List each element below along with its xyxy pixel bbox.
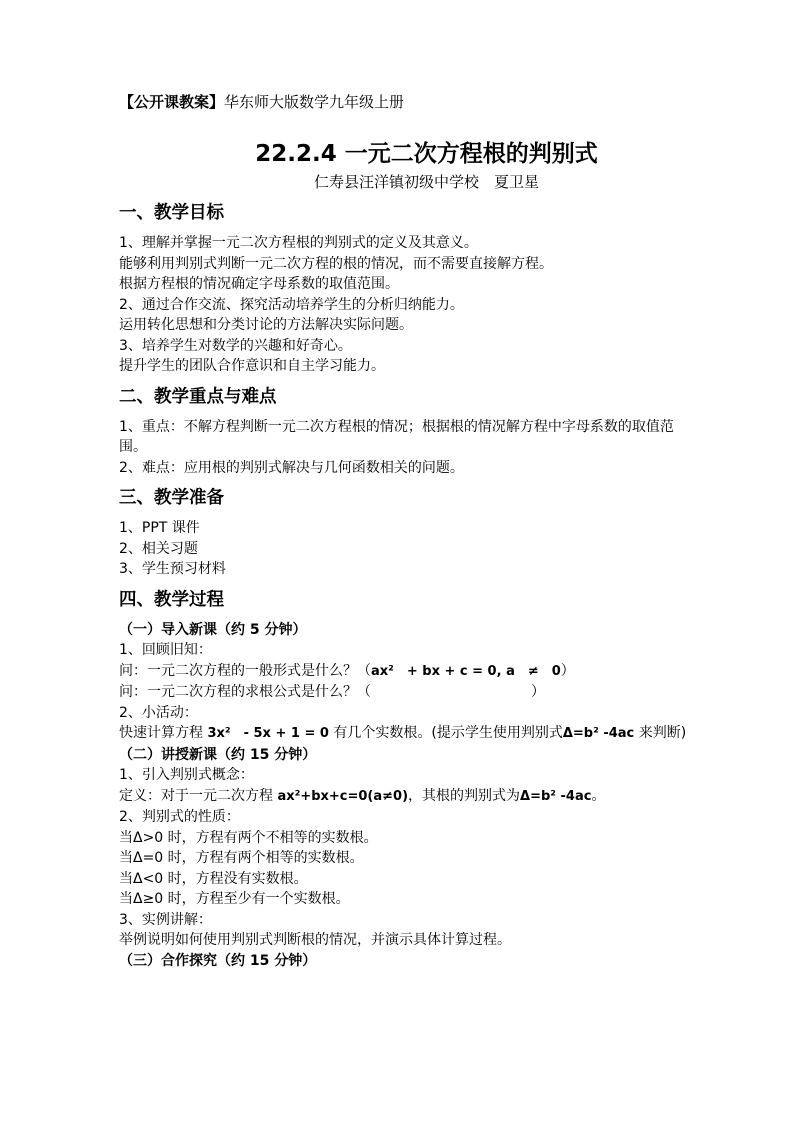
section-heading: 四、教学过程 <box>119 589 224 610</box>
text-line: 2、小活动： <box>119 704 198 721</box>
section-objectives <box>119 201 694 377</box>
text-line: 2、判别式的性质： <box>119 809 240 825</box>
question-text: 问：一元二次方程的求根公式是什么？（ <box>119 684 371 700</box>
question-line <box>119 661 694 683</box>
subsection-heading: （三）合作探究（约 15 分钟） <box>119 952 317 969</box>
property-line: 当Δ<0 时，方程没有实数根。 <box>119 870 308 887</box>
activity-line <box>119 723 694 745</box>
text-line: 举例说明如何使用判别式判断根的情况，并演示具体计算过程。 <box>119 932 511 948</box>
property-line: 当Δ>0 时，方程有两个不相等的实数根。 <box>119 829 378 846</box>
list-item: 2、相关习题 <box>119 540 198 557</box>
text-line: 能够利用判别式判断一元二次方程的根的情况，而不需要直接解方程。 <box>119 255 553 272</box>
list-item: 1、PPT 课件 <box>119 520 200 536</box>
text-line: 2、通过合作交流、探究活动培养学生的分析归纳能力。 <box>119 296 464 313</box>
page-title: 22.2.4 一元二次方程根的判别式 <box>255 141 598 167</box>
header-tag: 【公开课教案】 <box>119 93 225 111</box>
author-line: 仁寿县汪洋镇初级中学校 夏卫星 <box>313 173 539 191</box>
subsection-heading: （一）导入新课（约 5 分钟） <box>119 621 307 638</box>
formula: 3x² - 5x + 1 = 0 <box>207 726 329 741</box>
activity-text: 有几个实数根。(提示学生使用判别式 <box>328 725 563 741</box>
definition-line <box>119 786 694 808</box>
text-line: 2、难点：应用根的判别式解决与几何函数相关的问题。 <box>119 459 464 476</box>
property-line: 当Δ=0 时，方程有两个相等的实数根。 <box>119 850 364 866</box>
property-line: 当Δ≥0 时，方程至少有一个实数根。 <box>119 891 350 907</box>
definition-text: ，其根的判别式为 <box>408 787 521 804</box>
text-line: 1、重点：不解方程判断一元二次方程根的情况；根据根的情况解方程中字母系数的取值范围。 <box>119 418 674 455</box>
section-heading: 二、教学重点与难点 <box>119 386 277 407</box>
header-text: 华东师大版数学九年级上册 <box>224 93 405 111</box>
list-item: 3、学生预习材料 <box>119 561 226 577</box>
definition-text: 。 <box>591 787 606 804</box>
text-line: 1、理解并掌握一元二次方程根的判别式的定义及其意义。 <box>119 235 478 251</box>
subsection-heading: （二）讲授新课（约 15 分钟） <box>119 746 317 763</box>
document-header <box>119 91 694 113</box>
section-process <box>119 588 694 972</box>
text-line: 运用转化思想和分类讨论的方法解决实际问题。 <box>119 317 413 333</box>
section-heading: 三、教学准备 <box>119 488 224 508</box>
section-preparation <box>119 486 694 580</box>
definition-text: 定义：对于一元二次方程 <box>119 787 278 804</box>
formula: Δ=b² -4ac <box>520 788 592 804</box>
text-line: 3、实例讲解： <box>119 911 212 928</box>
activity-text: 快速计算方程 <box>119 725 208 741</box>
section-key-points <box>119 385 694 479</box>
text-line: 1、引入判别式概念： <box>119 767 254 783</box>
section-heading: 一、教学目标 <box>119 203 224 223</box>
formula: Δ=b² -4ac <box>562 726 635 741</box>
formula: ax²+bx+c=0(a≠0) <box>277 788 409 804</box>
text-line: 根据方程根的情况确定字母系数的取值范围。 <box>119 276 399 292</box>
text-line: 1、回顾旧知： <box>119 642 212 658</box>
question-line <box>119 682 694 703</box>
activity-text: 来判断) <box>634 725 687 741</box>
formula: ax² + bx + c = 0, a ≠ 0 <box>371 663 561 679</box>
question-text: ） <box>531 684 545 700</box>
text-line: 3、培养学生对数学的兴趣和好奇心。 <box>119 337 352 354</box>
question-text: ） <box>560 662 575 679</box>
question-text: 问：一元二次方程的一般形式是什么？（ <box>119 662 371 679</box>
text-line: 提升学生的团队合作意识和自主学习能力。 <box>119 358 385 374</box>
